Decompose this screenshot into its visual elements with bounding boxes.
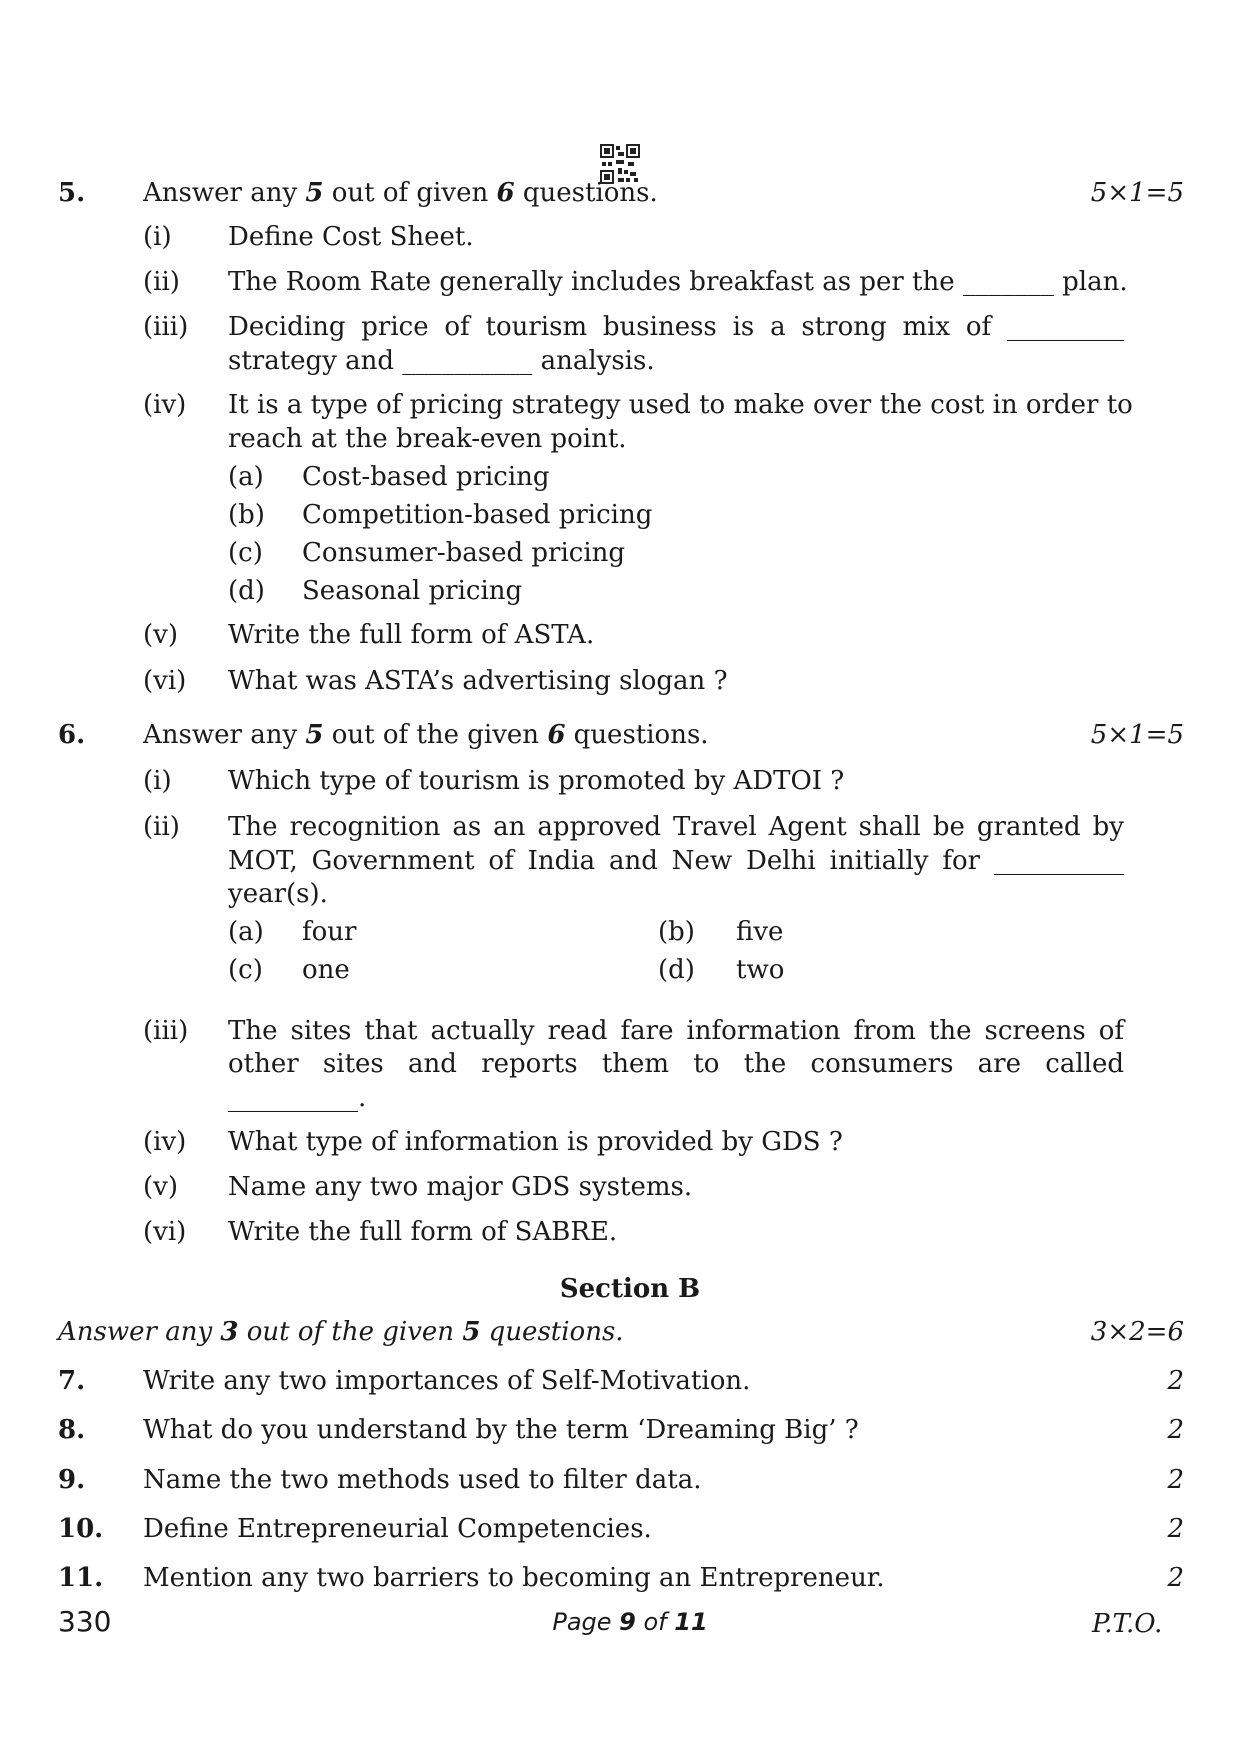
sub-question-text-cont: year(s).	[228, 879, 328, 909]
section-instructions: Answer any 3 out of the given 5 questions.	[58, 1317, 624, 1347]
question-marks: 5×1=5	[1090, 720, 1184, 750]
question-text: What do you understand by the term ‘Dreaming Big’ ?	[143, 1415, 859, 1445]
sub-question-label: (vi)	[143, 1217, 187, 1247]
sub-question-text: Write the full form of ASTA.	[228, 620, 595, 650]
sub-question-text: What type of information is provided by GDS ?	[228, 1127, 843, 1157]
option-label: (c)	[228, 955, 263, 985]
sub-question-text: The sites that actually read fare information from the screens of	[228, 1016, 1124, 1046]
pto-label: P.T.O.	[1092, 1609, 1163, 1639]
option-text: Consumer-based pricing	[302, 538, 626, 568]
question-number: 5.	[58, 178, 86, 208]
sub-question-text: Deciding price of tourism business is a strong mix of _________	[228, 312, 1124, 342]
sub-question-text: Name any two major GDS systems.	[228, 1172, 693, 1202]
question-text: Name the two methods used to filter data.	[143, 1465, 702, 1495]
question-number: 9.	[58, 1465, 86, 1495]
sub-question-label: (i)	[143, 766, 172, 796]
sub-question-text: The recognition as an approved Travel Agent shall be granted by	[228, 812, 1124, 842]
section-marks: 3×2=6	[1090, 1317, 1184, 1347]
sub-question-label: (iii)	[143, 1016, 189, 1046]
question-text: Define Entrepreneurial Competencies.	[143, 1514, 652, 1544]
option-text: five	[736, 917, 784, 947]
option-label: (b)	[228, 500, 265, 530]
option-text: Competition-based pricing	[302, 500, 653, 530]
sub-question-label: (iii)	[143, 312, 189, 342]
sub-question-label: (i)	[143, 222, 172, 252]
question-marks: 2	[1167, 1465, 1184, 1495]
option-label: (a)	[228, 917, 264, 947]
sub-question-label: (v)	[143, 620, 178, 650]
sub-question-text-cont: MOT, Government of India and New Delhi initially for __________	[228, 846, 1124, 876]
sub-question-text: Write the full form of SABRE.	[228, 1217, 618, 1247]
sub-question-label: (iv)	[143, 1127, 187, 1157]
question-text: Mention any two barriers to becoming an Entrepreneur.	[143, 1563, 885, 1593]
option-text: one	[302, 955, 350, 985]
sub-question-text: It is a type of pricing strategy used to make over the cost in order to	[228, 390, 1133, 420]
sub-question-label: (ii)	[143, 267, 180, 297]
page-number: Page 9 of 11	[552, 1608, 708, 1636]
sub-question-text: Which type of tourism is promoted by ADTOI ?	[228, 766, 845, 796]
question-marks: 2	[1167, 1563, 1184, 1593]
sub-question-text-cont: strategy and __________ analysis.	[228, 346, 655, 376]
question-stem: Answer any 5 out of given 6 questions.	[143, 178, 658, 208]
question-number: 7.	[58, 1366, 86, 1396]
paper-code: 330	[58, 1605, 112, 1638]
option-label: (b)	[658, 917, 695, 947]
question-text: Write any two importances of Self-Motivation.	[143, 1366, 751, 1396]
sub-question-text: Define Cost Sheet.	[228, 222, 474, 252]
option-label: (a)	[228, 462, 264, 492]
section-title: Section B	[559, 1274, 701, 1304]
sub-question-label: (v)	[143, 1172, 178, 1202]
sub-question-text: What was ASTA’s advertising slogan ?	[228, 666, 728, 696]
sub-question-text: The Room Rate generally includes breakfast as per the _______ plan.	[228, 267, 1128, 297]
option-text: Cost-based pricing	[302, 462, 550, 492]
question-stem: Answer any 5 out of the given 6 questions.	[143, 720, 709, 750]
sub-question-label: (ii)	[143, 812, 180, 842]
question-number: 10.	[58, 1514, 104, 1544]
option-text: two	[736, 955, 785, 985]
question-marks: 2	[1167, 1366, 1184, 1396]
sub-question-text-cont: reach at the break-even point.	[228, 424, 627, 454]
sub-question-label: (iv)	[143, 390, 187, 420]
question-marks: 2	[1167, 1415, 1184, 1445]
option-label: (c)	[228, 538, 263, 568]
option-text: four	[302, 917, 357, 947]
question-number: 11.	[58, 1563, 104, 1593]
option-label: (d)	[228, 576, 265, 606]
question-marks: 5×1=5	[1090, 178, 1184, 208]
sub-question-label: (vi)	[143, 666, 187, 696]
question-marks: 2	[1167, 1514, 1184, 1544]
option-text: Seasonal pricing	[302, 576, 523, 606]
question-number: 8.	[58, 1415, 86, 1445]
sub-question-text-cont: __________.	[228, 1083, 367, 1113]
sub-question-text-cont: other sites and reports them to the consumers are called	[228, 1049, 1124, 1079]
question-number: 6.	[58, 720, 86, 750]
option-label: (d)	[658, 955, 695, 985]
